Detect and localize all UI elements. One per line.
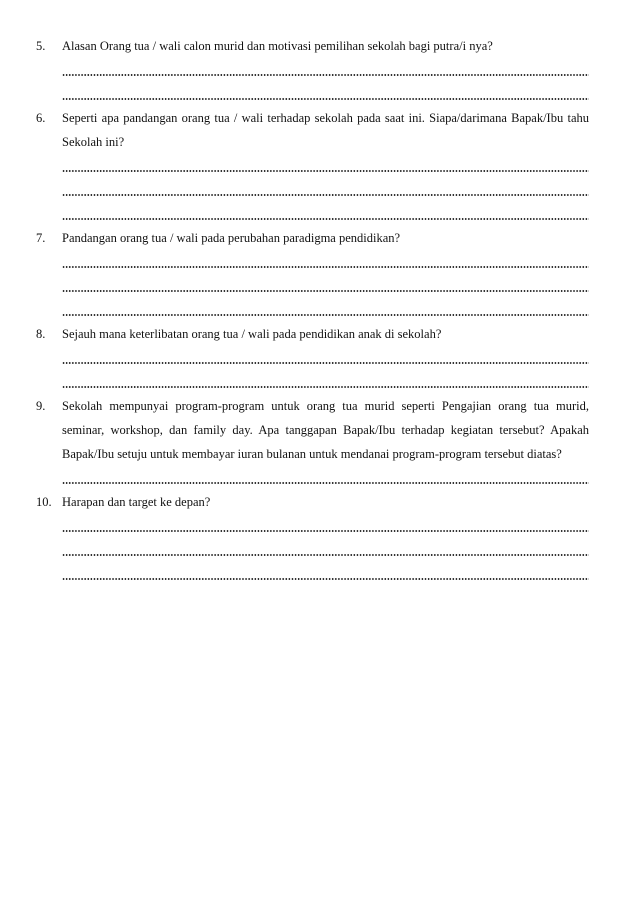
answer-line[interactable] (62, 250, 589, 274)
answer-line[interactable] (62, 274, 589, 298)
question-text: Sejauh mana keterlibatan orang tua / wali pada pendidikan anak di sekolah? (62, 327, 442, 341)
answer-line[interactable] (62, 466, 589, 490)
question-text: Sekolah ini? (62, 135, 125, 149)
answer-line[interactable] (62, 178, 589, 202)
question-number: 8. (36, 327, 46, 341)
answer-line[interactable] (62, 370, 589, 394)
answer-line[interactable] (62, 538, 589, 562)
answer-line[interactable] (62, 154, 589, 178)
answer-line[interactable] (62, 514, 589, 538)
question-text: Alasan Orang tua / wali calon murid dan motivasi pemilihan sekolah bagi putra/i nya? (62, 39, 493, 53)
question-text: seminar, workshop, dan family day. Apa tanggapan Bapak/Ibu terhadap kegiatan tersebut? Apakah (62, 423, 589, 437)
answer-line[interactable] (62, 298, 589, 322)
question-text: Harapan dan target ke depan? (62, 495, 211, 509)
answer-line[interactable] (62, 58, 589, 82)
question-text: Bapak/Ibu setuju untuk membayar iuran bulanan untuk mendanai program-program tersebut diatas? (62, 447, 562, 461)
answer-line[interactable] (62, 562, 589, 586)
question-number: 10. (36, 495, 52, 509)
answer-line[interactable] (62, 346, 589, 370)
question-number: 9. (36, 399, 46, 413)
question-number: 7. (36, 231, 46, 245)
answer-line[interactable] (62, 202, 589, 226)
question-text: Pandangan orang tua / wali pada perubahan paradigma pendidikan? (62, 231, 401, 245)
question-text: Sekolah mempunyai program-program untuk orang tua murid seperti Pengajian orang tua murid, (62, 399, 589, 413)
question-number: 5. (36, 39, 46, 53)
question-number: 6. (36, 111, 46, 125)
answer-line[interactable] (62, 82, 589, 106)
question-text: Seperti apa pandangan orang tua / wali terhadap sekolah pada saat ini. Siapa/darimana Bapak/Ibu tahu (62, 111, 589, 125)
